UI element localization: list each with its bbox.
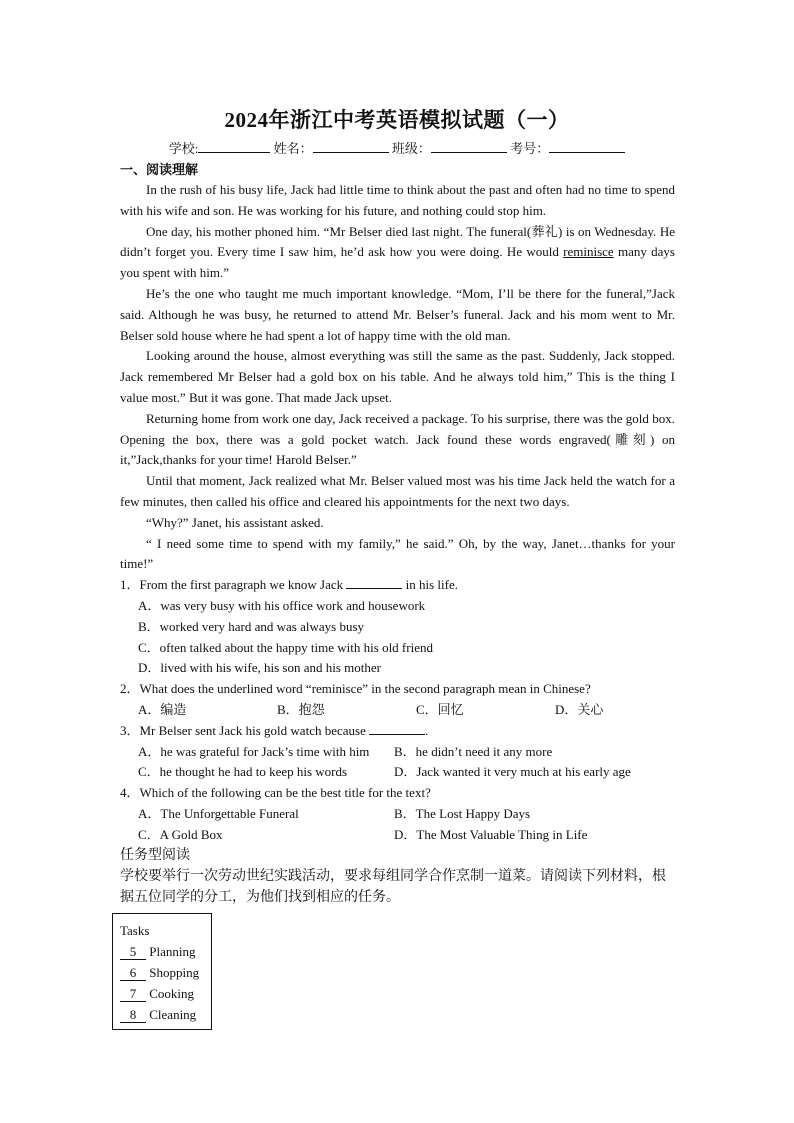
underlined-word: reminisce (563, 244, 614, 260)
question-1-option-d[interactable]: D．lived with his wife, his son and his mother (138, 660, 382, 676)
question-1-option-b[interactable]: B．worked very hard and was always busy (138, 618, 365, 634)
passage-paragraph-5: Returning home from work one day, Jack received a package. To his surprise, there was the gold box. Opening the box, there was a gold pocket watch. Jack found these words engraved(雕刻) on it,”Jack,thanks for your time! Harold Belser.” (120, 410, 675, 468)
question-2-options (120, 700, 675, 721)
question-2-option-c[interactable]: C．回忆 (416, 701, 464, 717)
school-label: 学校: (168, 141, 199, 156)
passage-paragraph-8: “ I need some time to spend with my family,” he said.” Oh, by the way, Janet…thanks for your time!” (120, 535, 675, 572)
question-3-option-d[interactable]: D．Jack wanted it very much at his early age (394, 764, 631, 780)
question-1 (120, 575, 675, 596)
question-3-options-row-1 (120, 742, 675, 763)
name-field[interactable] (313, 138, 389, 153)
section-heading-reading: 一、阅读理解 (120, 162, 199, 177)
exam-number-label: 考号： (510, 141, 550, 156)
question-1-text-b: in his life. (402, 577, 458, 593)
task-item (120, 1004, 211, 1025)
exam-number-field[interactable] (549, 138, 625, 153)
paragraph-2-text-b: many days you spent with him.” (120, 244, 675, 281)
question-1-text-a: 1．From the first paragraph we know Jack (120, 577, 347, 593)
task-item (120, 962, 211, 983)
question-4-option-a[interactable]: A．The Unforgettable Funeral (138, 805, 299, 821)
tasks-box (112, 913, 212, 1030)
question-3-text-b: . (425, 722, 429, 738)
question-3-text-a: 3．Mr Belser sent Jack his gold watch because (120, 722, 370, 738)
question-2: 2．What does the underlined word “reminisce” in the second paragraph mean in Chinese? (120, 681, 591, 697)
question-4-option-c[interactable]: C．A Gold Box (138, 826, 223, 842)
task-item (120, 941, 211, 962)
name-label: 姓名： (273, 141, 313, 156)
answer-blank[interactable] (369, 722, 425, 735)
question-4: 4．Which of the following can be the best title for the text? (120, 785, 431, 801)
task-label: Planning (149, 944, 196, 960)
passage-paragraph-4: Looking around the house, almost everything was still the same as the past. Suddenly, Jack stopped. Jack remembered Mr Belser had a gold box on his table. And he always told him,” This is the thing I value most.” But it was gone. That made Jack upset. (120, 348, 675, 405)
question-3-option-b[interactable]: B．he didn’t need it any more (394, 743, 553, 759)
passage-paragraph-1: In the rush of his busy life, Jack had little time to think about the past and often had no time to spend with his wife and son. He was working for his future, and nothing could stop him. (120, 182, 675, 218)
task-number[interactable]: 7 (120, 986, 146, 1002)
question-4-options-row-1 (120, 804, 675, 825)
student-info-line (0, 138, 794, 157)
task-label: Cleaning (149, 1007, 197, 1023)
passage-paragraph-7: “Why?” Janet, his assistant asked. (146, 514, 324, 530)
question-3-option-c[interactable]: C．he thought he had to keep his words (138, 764, 348, 780)
question-4-options-row-2 (120, 825, 675, 846)
task-label: Cooking (149, 986, 195, 1002)
question-4-option-d[interactable]: D．The Most Valuable Thing in Life (394, 826, 588, 842)
task-number[interactable]: 6 (120, 965, 146, 981)
task-number[interactable]: 8 (120, 1007, 146, 1023)
question-2-option-d[interactable]: D．关心 (555, 701, 604, 717)
task-item (120, 983, 211, 1004)
passage-paragraph-3: He’s the one who taught me much important knowledge. “Mom, I’ll be there for the funeral,”Jack said. Although he was busy, he returned to attend Mr. Belser’s funeral. Jack and his mom went to Mr. Belser sold house where he had spent a lot of happy time with the old man. (120, 285, 675, 343)
task-number[interactable]: 5 (120, 944, 146, 960)
question-1-option-a[interactable]: A．was very busy with his office work and housework (138, 597, 426, 613)
section-heading-task-reading: 任务型阅读 (120, 847, 190, 863)
question-3-options-row-2 (120, 762, 675, 783)
question-1-option-c[interactable]: C．often talked about the happy time with his old friend (138, 639, 433, 655)
question-2-option-b[interactable]: B．抱怨 (277, 701, 325, 717)
paragraph-2-text-a: One day, his mother phoned him. “Mr Belser died last night. The funeral(葬礼) is on Wednesday. He didn’t forget you. Every time I saw him, he’d ask how you were doing. He would (120, 223, 675, 260)
class-label: 班级： (391, 141, 431, 156)
tasks-header: Tasks (120, 923, 150, 939)
answer-blank[interactable] (346, 576, 402, 589)
passage-paragraph-6: Until that moment, Jack realized what Mr. Belser valued most was his time Jack held the watch for a few minutes, then called his office and cleared his appointments for the next two days. (120, 473, 675, 509)
school-field[interactable] (198, 138, 270, 153)
question-3-option-a[interactable]: A．he was grateful for Jack’s time with him (138, 743, 370, 759)
question-2-option-a[interactable]: A．编造 (138, 701, 187, 717)
task-reading-instructions: 学校要举行一次劳动世纪实践活动，要求每组同学合作烹制一道菜。请阅读下列材料，根据五位同学的分工，为他们找到相应的任务。 (120, 869, 666, 906)
exam-content (120, 160, 675, 1030)
page-title: 2024年浙江中考英语模拟试题（一） (224, 108, 570, 132)
question-4-option-b[interactable]: B．The Lost Happy Days (394, 805, 531, 821)
question-3 (120, 721, 675, 742)
passage-paragraph-2 (120, 222, 675, 284)
class-field[interactable] (431, 138, 507, 153)
task-label: Shopping (149, 965, 200, 981)
